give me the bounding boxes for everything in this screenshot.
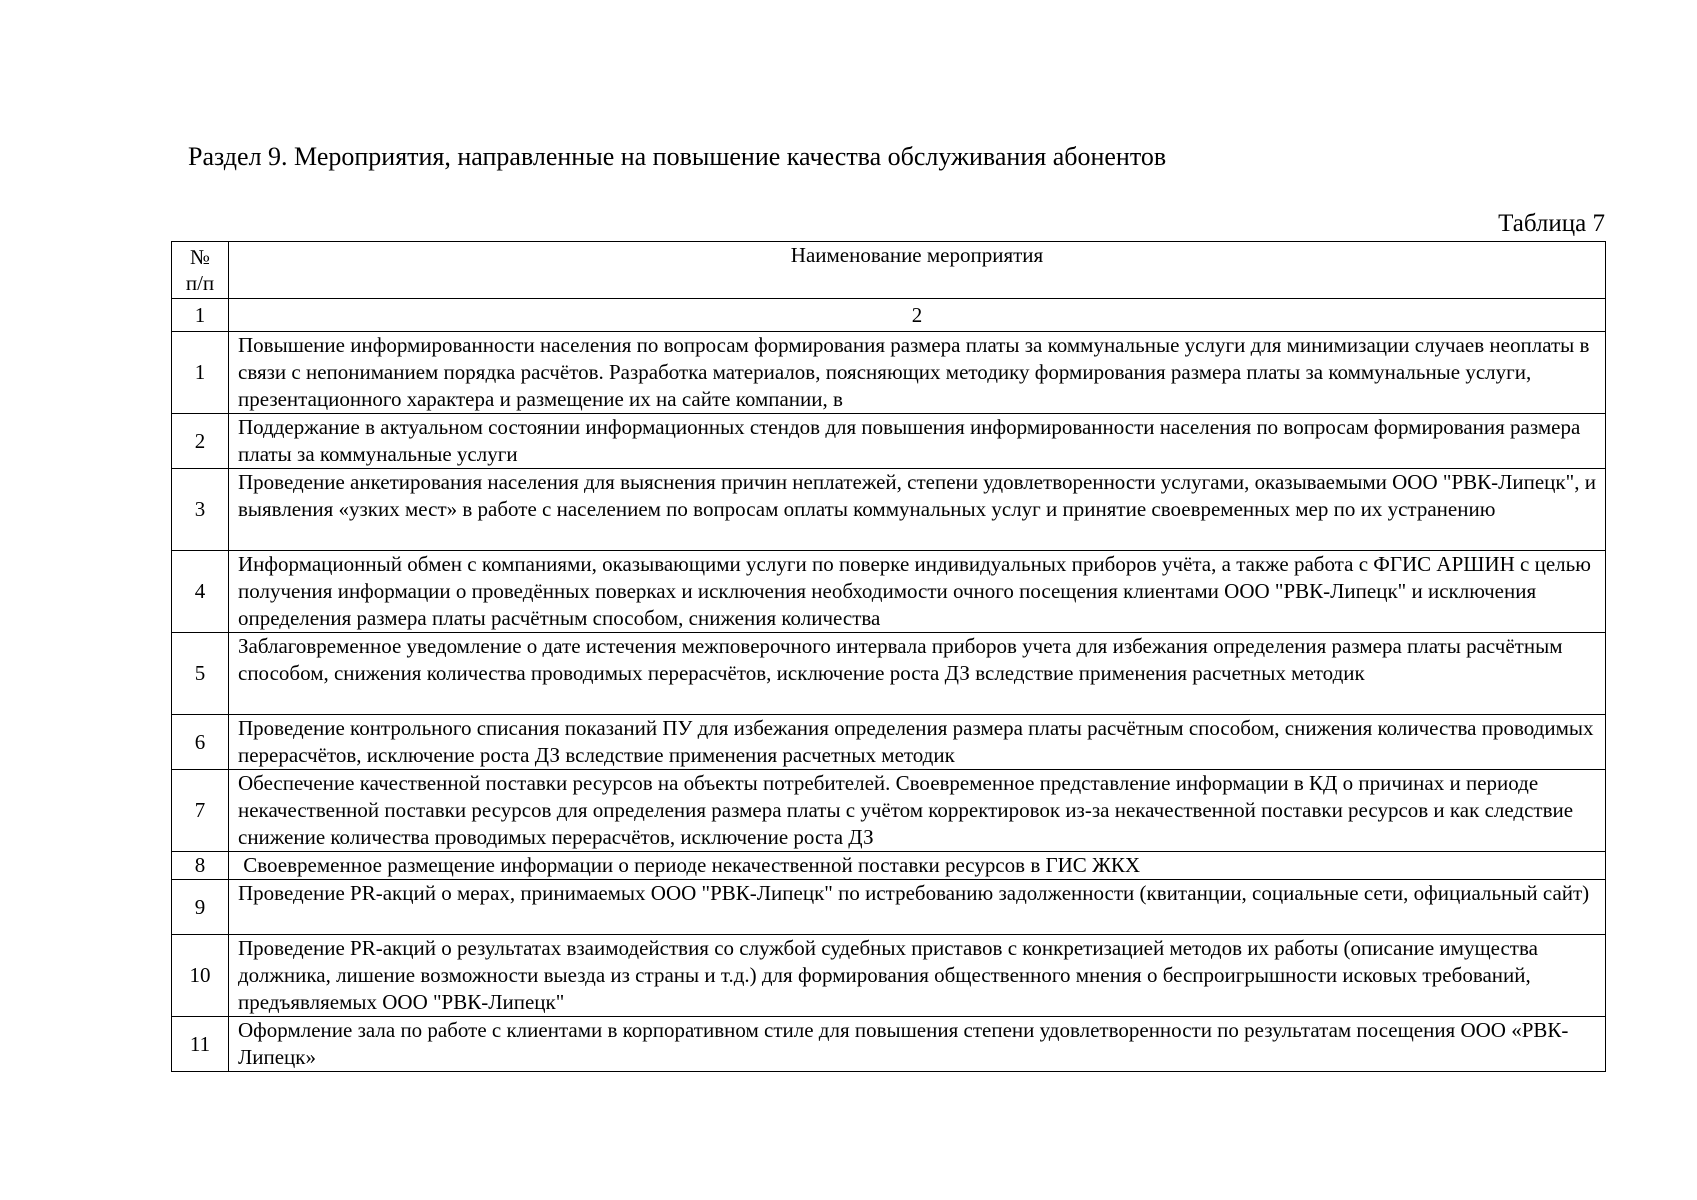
row-text: Проведение контрольного списания показаний ПУ для избежания определения размера платы расчётным способом, снижения количества проводимых перерасчётов, исключение роста ДЗ вследствие применения расчетных методик — [238, 716, 1594, 767]
row-text-cell — [229, 332, 1606, 414]
row-number: 11 — [172, 1017, 229, 1072]
section-title: Раздел 9. Мероприятия, направленные на повышение качества обслуживания абонентов — [188, 142, 1167, 171]
row-text-cell — [229, 852, 1606, 880]
table-row — [172, 469, 1606, 551]
row-number: 6 — [172, 715, 229, 770]
table-row — [172, 880, 1606, 935]
row-number: 2 — [172, 414, 229, 469]
table-row — [172, 551, 1606, 633]
row-text-cell — [229, 633, 1606, 715]
row-number: 3 — [172, 469, 229, 551]
row-text-cell — [229, 551, 1606, 633]
table-label: Таблица 7 — [1498, 210, 1605, 237]
row-text: Повышение информированности населения по вопросам формирования размера платы за коммунальные услуги для минимизации случаев неоплаты в связи с непониманием порядка расчётов. Разработка материалов, поясняющих методику формирования размера платы за коммунальные услуги, презентационного характера и размещение их на сайте компании, в — [238, 333, 1590, 411]
table-header-row — [172, 242, 1606, 299]
row-text: Обеспечение качественной поставки ресурсов на объекты потребителей. Своевременное представление информации в КД о причинах и периоде некачественной поставки ресурсов для определения размера платы с учётом корректировок из-за некачественной поставки ресурсов и как следствие снижение количества проводимых перерасчётов, исключение роста ДЗ — [238, 771, 1574, 849]
row-number: 5 — [172, 633, 229, 715]
header-num-cell — [172, 242, 229, 299]
row-number: 9 — [172, 880, 229, 935]
header-num-symbol: № — [189, 245, 211, 269]
table-row — [172, 715, 1606, 770]
column-index-row — [172, 299, 1606, 332]
row-text-cell — [229, 935, 1606, 1017]
header-name-cell: Наименование мероприятия — [229, 242, 1606, 299]
row-number: 1 — [172, 332, 229, 414]
table-row — [172, 332, 1606, 414]
row-text: Заблаговременное уведомление о дате истечения межповерочного интервала приборов учета для избежания определения размера платы расчётным способом, снижения количества проводимых перерасчётов, исключение роста ДЗ вследствие применения расчетных методик — [238, 634, 1563, 685]
row-number: 4 — [172, 551, 229, 633]
row-text-cell — [229, 770, 1606, 852]
table-row — [172, 414, 1606, 469]
table-row — [172, 770, 1606, 852]
row-text-cell — [229, 715, 1606, 770]
row-text: Проведение PR-акций о мерах, принимаемых ООО "РВК-Липецк" по истребованию задолженности (квитанции, социальные сети, официальный сайт) — [238, 881, 1590, 905]
row-text: Поддержание в актуальном состоянии информационных стендов для повышения информированности населения по вопросам формирования размера платы за коммунальные услуги — [238, 415, 1581, 466]
row-number: 10 — [172, 935, 229, 1017]
row-text: Проведение анкетирования населения для выяснения причин неплатежей, степени удовлетворенности услугами, оказываемыми ООО "РВК-Липецк", и выявления «узких мест» в работе с населением по вопросам оплаты коммунальных услуг и принятие своевременных мер по их устранению — [238, 470, 1596, 521]
table-row — [172, 852, 1606, 880]
table-row — [172, 935, 1606, 1017]
row-text: Своевременное размещение информации о периоде некачественной поставки ресурсов в ГИС ЖКХ — [238, 853, 1141, 877]
table-row — [172, 1017, 1606, 1072]
measures-table — [171, 241, 1606, 1072]
row-text-cell — [229, 1017, 1606, 1072]
row-number: 8 — [172, 852, 229, 880]
row-text-cell — [229, 414, 1606, 469]
table-row — [172, 633, 1606, 715]
column-index-2: 2 — [229, 299, 1606, 332]
row-text-cell — [229, 469, 1606, 551]
header-num-abbrev: п/п — [185, 271, 215, 295]
row-text: Проведение PR-акций о результатах взаимодействия со службой судебных приставов с конкретизацией методов их работы (описание имущества должника, лишение возможности выезда из страны и т.д.) для формирования общественного мнения о беспроигрышности исковых требований, предъявляемых ООО "РВК-Липецк" — [238, 936, 1538, 1014]
row-text: Оформление зала по работе с клиентами в корпоративном стиле для повышения степени удовлетворенности по результатам посещения ООО «РВК-Липецк» — [238, 1018, 1569, 1069]
column-index-1: 1 — [172, 299, 229, 332]
row-text-cell — [229, 880, 1606, 935]
row-number: 7 — [172, 770, 229, 852]
row-text: Информационный обмен с компаниями, оказывающими услуги по поверке индивидуальных приборов учёта, а также работа с ФГИС АРШИН с целью получения информации о проведённых поверках и исключения необходимости очного посещения клиентами ООО "РВК-Липецк" и исключения определения размера платы расчётным способом, снижения количества — [238, 552, 1591, 630]
